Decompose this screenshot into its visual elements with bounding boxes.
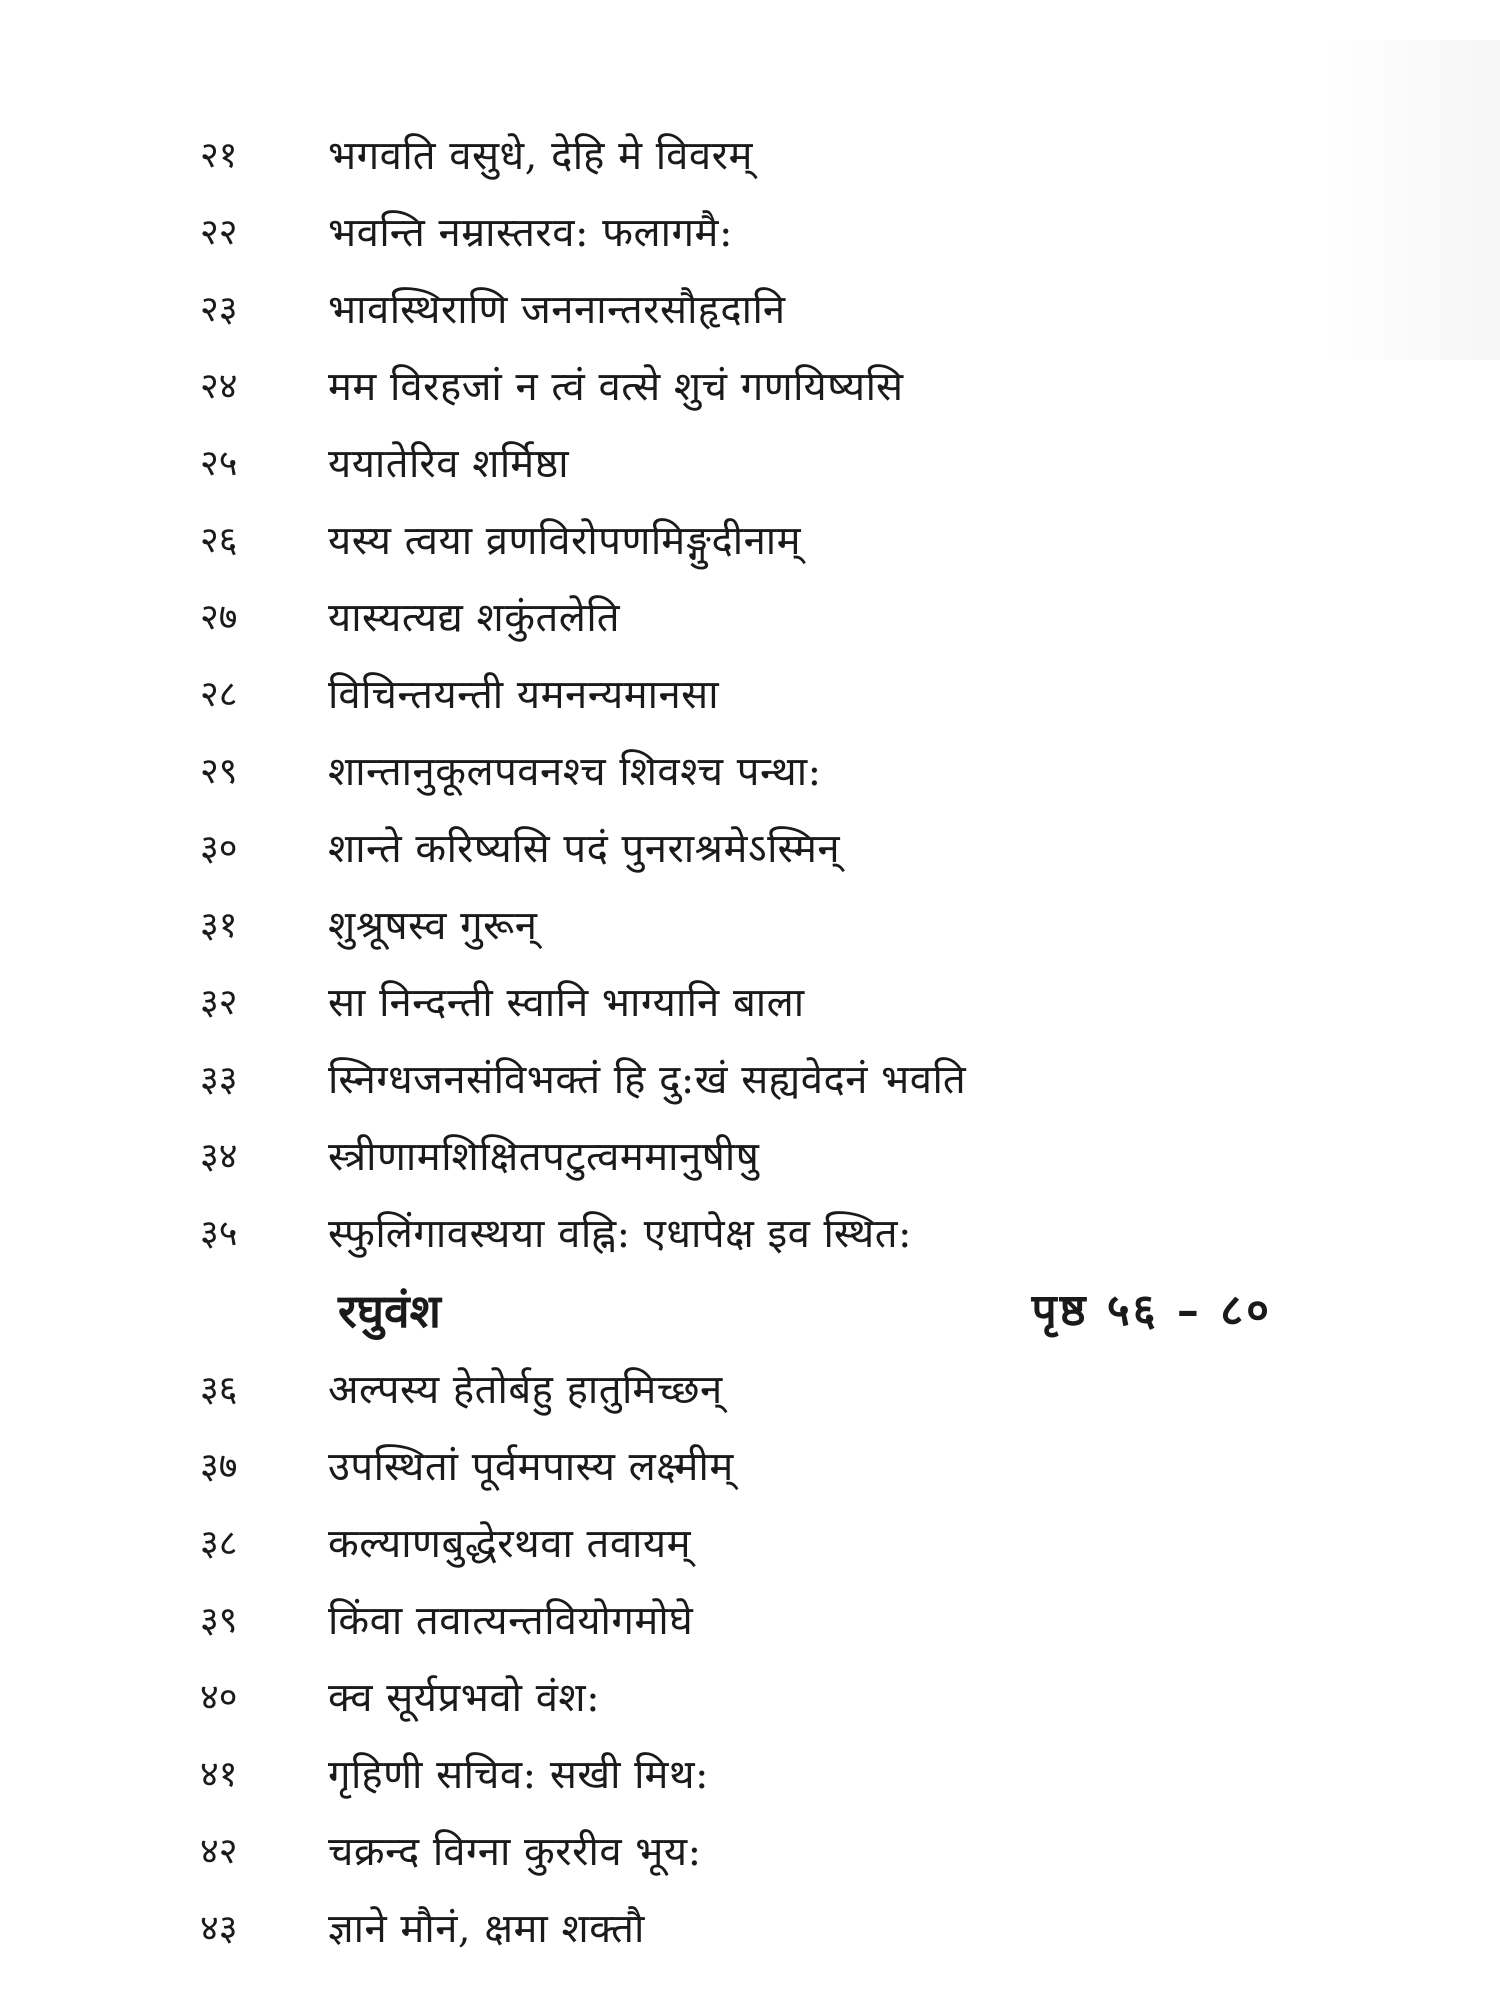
item-text: कल्याणबुद्धेरथवा तवायम् bbox=[328, 1521, 692, 1567]
item-text: अल्पस्य हेतोर्बहु हातुमिच्छन् bbox=[328, 1367, 723, 1413]
list-item bbox=[0, 434, 1500, 494]
item-text: शान्ते करिष्यसि पदं पुनराश्रमेऽस्मिन् bbox=[328, 826, 841, 872]
item-number: ३४ bbox=[200, 1136, 238, 1177]
item-text: गृहिणी सचिव: सखी मिथ: bbox=[328, 1752, 709, 1798]
list-item bbox=[0, 126, 1500, 186]
section-title: रघुवंश bbox=[338, 1284, 441, 1338]
item-text: ज्ञाने मौनं, क्षमा शक्तौ bbox=[328, 1906, 645, 1952]
item-text: सा निन्दन्ती स्वानि भाग्यानि बाला bbox=[328, 980, 805, 1026]
item-number: ३५ bbox=[200, 1213, 238, 1254]
list-item bbox=[0, 1204, 1500, 1264]
item-text: स्फुलिंगावस्थया वह्नि: एधापेक्ष इव स्थित: bbox=[328, 1211, 913, 1257]
list-item bbox=[0, 1050, 1500, 1110]
item-text: ययातेरिव शर्मिष्ठा bbox=[328, 441, 570, 487]
item-number: २९ bbox=[200, 751, 238, 792]
list-item bbox=[0, 588, 1500, 648]
list-item bbox=[0, 357, 1500, 417]
item-number: ३८ bbox=[200, 1523, 238, 1564]
item-number: ४१ bbox=[200, 1754, 238, 1795]
item-number: ३७ bbox=[200, 1446, 238, 1487]
list-item bbox=[0, 665, 1500, 725]
item-text: शान्तानुकूलपवनश्च शिवश्च पन्था: bbox=[328, 749, 822, 795]
item-text: किंवा तवात्यन्तवियोगमोघे bbox=[328, 1598, 694, 1644]
list-item bbox=[0, 203, 1500, 263]
item-number: ३१ bbox=[200, 905, 238, 946]
item-text: चक्रन्द विग्ना कुररीव भूय: bbox=[328, 1829, 702, 1875]
item-text: मम विरहजां न त्वं वत्से शुचं गणयिष्यसि bbox=[328, 364, 904, 410]
item-text: स्निग्धजनसंविभक्तं हि दु:खं सह्यवेदनं भवति bbox=[328, 1057, 967, 1103]
item-text: स्त्रीणामशिक्षितपटुत्वममानुषीषु bbox=[328, 1134, 760, 1180]
item-number: २६ bbox=[200, 520, 238, 561]
list-item bbox=[0, 1514, 1500, 1574]
item-text: शुश्रूषस्व गुरून् bbox=[328, 903, 538, 949]
item-number: २७ bbox=[200, 597, 238, 638]
item-number: २३ bbox=[200, 289, 238, 330]
item-number: २८ bbox=[200, 674, 238, 715]
item-number: ३६ bbox=[200, 1369, 238, 1410]
list-item bbox=[0, 1437, 1500, 1497]
item-number: ३३ bbox=[200, 1059, 238, 1100]
item-number: ४३ bbox=[200, 1908, 238, 1949]
item-text: भगवति वसुधे, देहि मे विवरम् bbox=[328, 133, 753, 179]
item-number: ४२ bbox=[200, 1831, 238, 1872]
item-text: भावस्थिराणि जननान्तरसौहृदानि bbox=[328, 287, 786, 333]
list-item bbox=[0, 1127, 1500, 1187]
section-heading bbox=[0, 1281, 1500, 1341]
section-page-range: पृष्ठ ५६ – ८० bbox=[1031, 1285, 1272, 1336]
list-item bbox=[0, 1745, 1500, 1805]
list-item bbox=[0, 973, 1500, 1033]
item-number: ३० bbox=[200, 828, 238, 869]
list-item bbox=[0, 511, 1500, 571]
item-number: ३२ bbox=[200, 982, 238, 1023]
list-item bbox=[0, 280, 1500, 340]
list-item bbox=[0, 819, 1500, 879]
item-text: विचिन्तयन्ती यमनन्यमानसा bbox=[328, 672, 720, 718]
list-item bbox=[0, 742, 1500, 802]
list-item bbox=[0, 1899, 1500, 1959]
item-number: २४ bbox=[200, 366, 238, 407]
item-number: २५ bbox=[200, 443, 238, 484]
list-item bbox=[0, 1668, 1500, 1728]
item-number: २१ bbox=[200, 135, 238, 176]
list-item bbox=[0, 896, 1500, 956]
item-text: यस्य त्वया व्रणविरोपणमिङ्गुदीनाम् bbox=[328, 518, 802, 564]
list-item bbox=[0, 1360, 1500, 1420]
item-number: ४० bbox=[200, 1677, 238, 1718]
list-item bbox=[0, 1591, 1500, 1651]
list-item bbox=[0, 1822, 1500, 1882]
item-number: २२ bbox=[200, 212, 238, 253]
item-text: भवन्ति नम्रास्तरव: फलागमै: bbox=[328, 210, 733, 256]
item-text: क्व सूर्यप्रभवो वंश: bbox=[328, 1675, 601, 1721]
item-text: उपस्थितां पूर्वमपास्य लक्ष्मीम् bbox=[328, 1444, 734, 1490]
item-text: यास्यत्यद्य शकुंतलेति bbox=[328, 595, 621, 641]
item-number: ३९ bbox=[200, 1600, 238, 1641]
